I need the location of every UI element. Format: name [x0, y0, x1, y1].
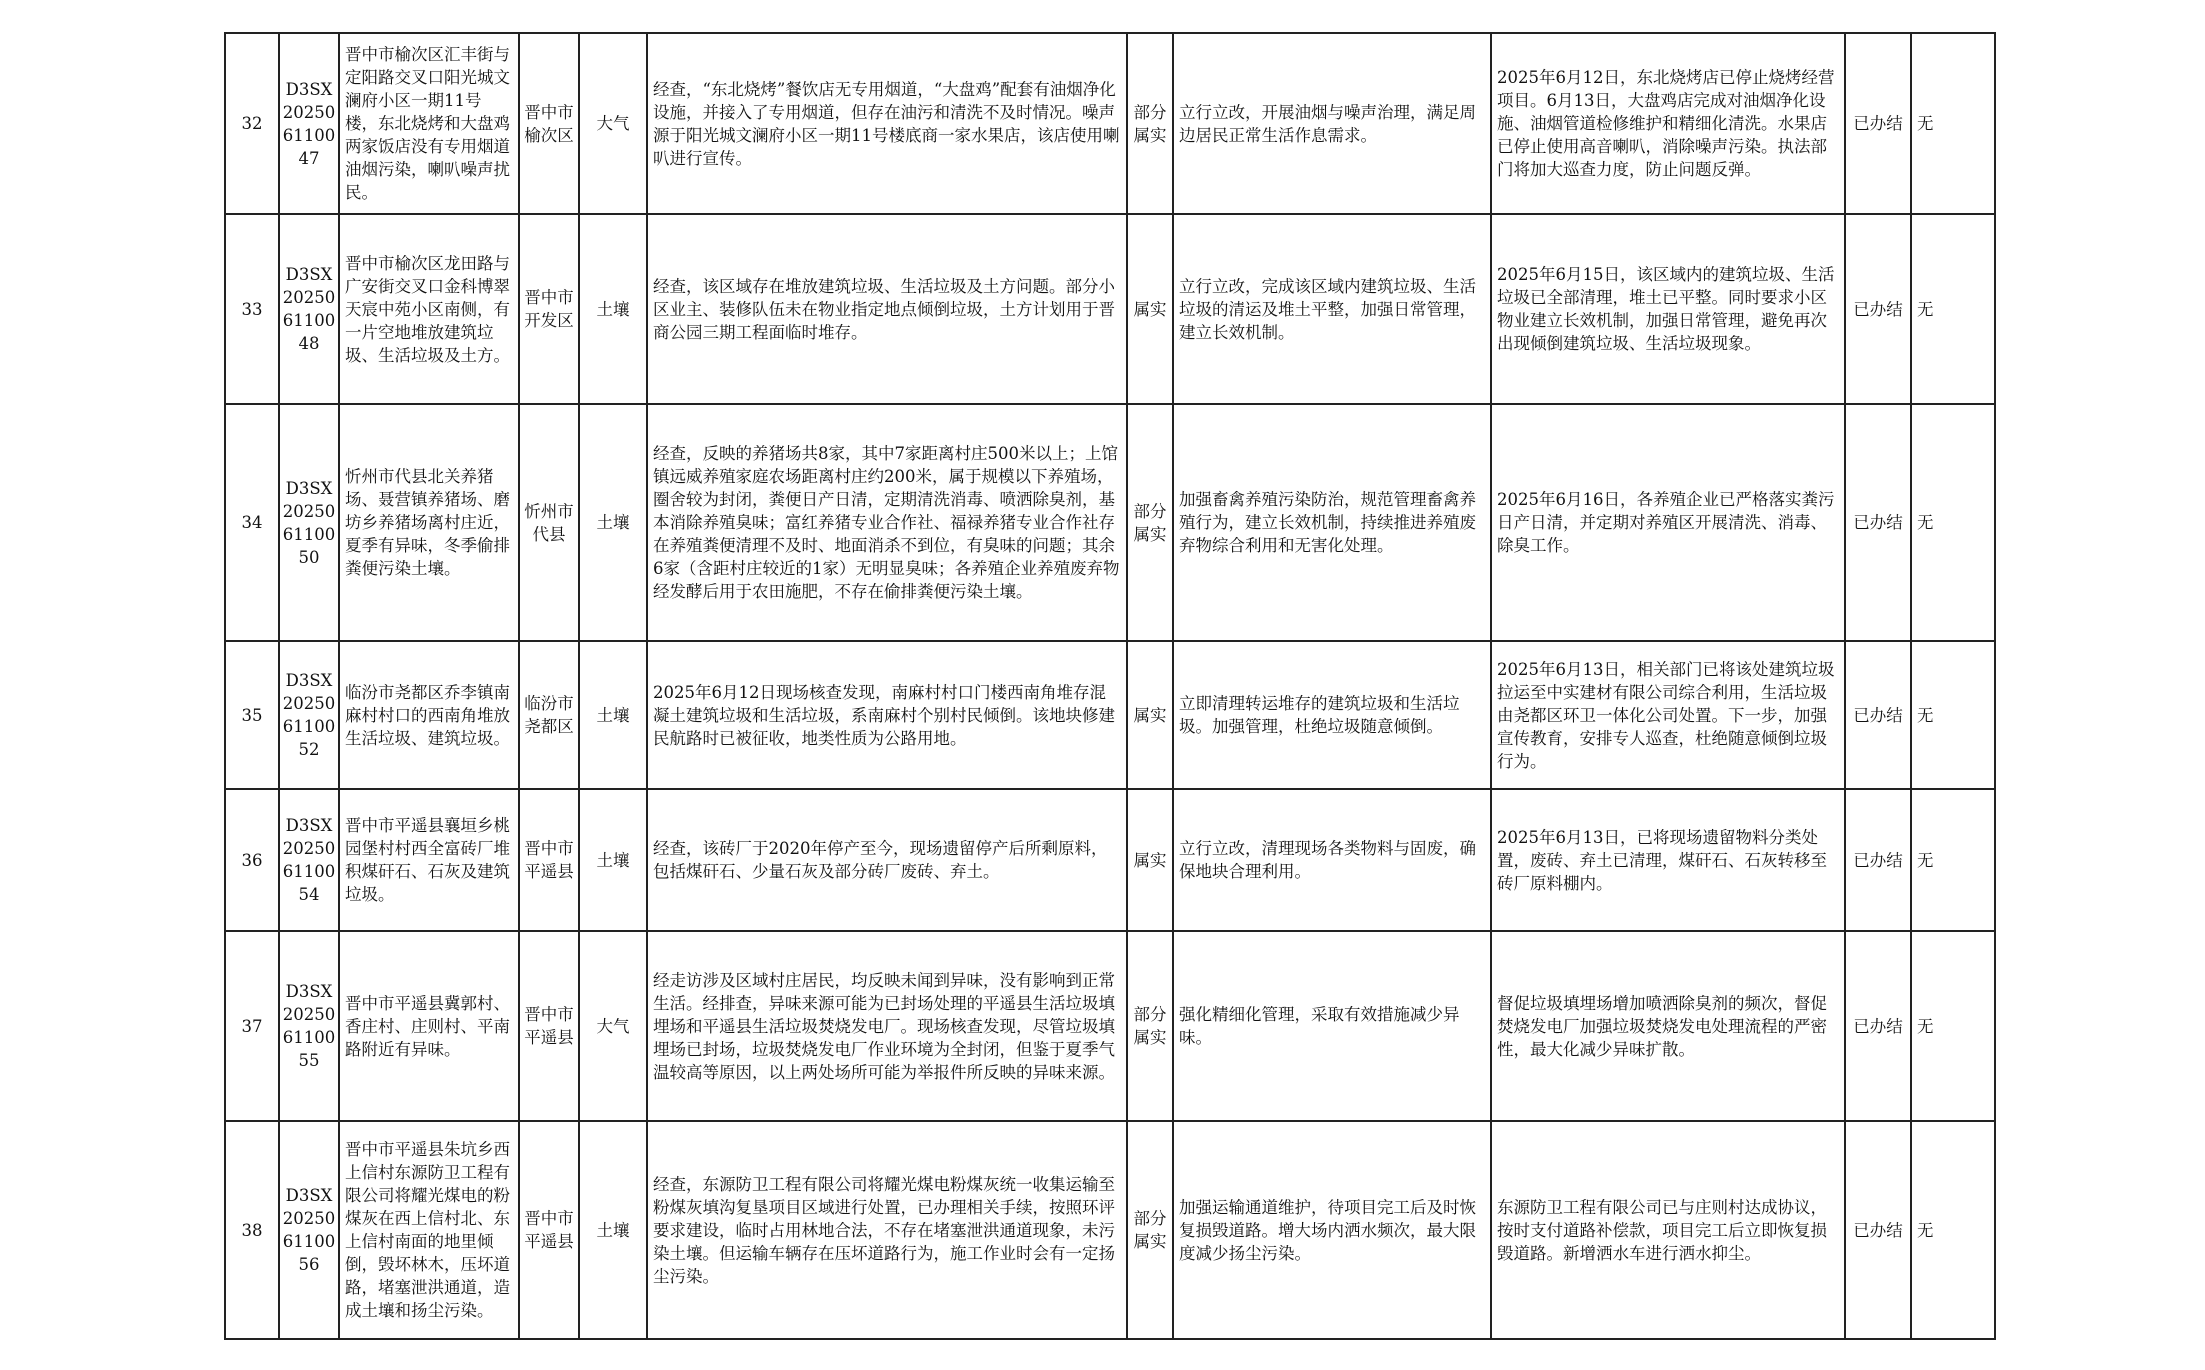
truth-cell: 部分属实: [1127, 931, 1173, 1121]
case-code: D3SX202506110056: [279, 1121, 339, 1339]
measure-cell: 立行立改，完成该区域内建筑垃圾、生活垃圾的清运及堆土平整，加强日常管理，建立长效机制。: [1173, 214, 1491, 404]
truth-cell: 部分属实: [1127, 33, 1173, 214]
verification-cell: 经查，东源防卫工程有限公司将耀光煤电粉煤灰统一收集运输至粉煤灰填沟复垦项目区域进行处置，已办理相关手续，按照环评要求建设，临时占用林地合法，不存在堵塞泄洪通道现象，未污染土壤。但运输车辆存在压坏道路行为，施工作业时会有一定扬尘污染。: [647, 1121, 1127, 1339]
accountability-cell: 无: [1911, 1121, 1995, 1339]
region-cell: 晋中市平遥县: [519, 1121, 579, 1339]
region-cell: 忻州市代县: [519, 404, 579, 641]
result-cell: 2025年6月13日，相关部门已将该处建筑垃圾拉运至中实建材有限公司综合利用，生活垃圾由尧都区环卫一体化公司处置。下一步，加强宣传教育，安排专人巡查，杜绝随意倾倒垃圾行为。: [1491, 641, 1845, 789]
issue-cell: 晋中市榆次区汇丰街与定阳路交叉口阳光城文澜府小区一期11号楼，东北烧烤和大盘鸡两家饭店没有专用烟道油烟污染，喇叭噪声扰民。: [339, 33, 519, 214]
table-row: [225, 641, 1995, 789]
accountability-cell: 无: [1911, 931, 1995, 1121]
issue-cell: 晋中市平遥县朱坑乡西上信村东源防卫工程有限公司将耀光煤电的粉煤灰在西上信村北、东上信村南面的地里倾倒，毁坏林木，压坏道路，堵塞泄洪通道，造成土壤和扬尘污染。: [339, 1121, 519, 1339]
row-number: 34: [225, 404, 279, 641]
complaint-table-sheet: [224, 32, 1994, 1340]
region-cell: 晋中市开发区: [519, 214, 579, 404]
result-cell: 2025年6月16日，各养殖企业已严格落实粪污日产日清，并定期对养殖区开展清洗、消毒、除臭工作。: [1491, 404, 1845, 641]
pollution-type-cell: 大气: [579, 33, 647, 214]
case-code: D3SX202506110052: [279, 641, 339, 789]
row-number: 35: [225, 641, 279, 789]
table-row: [225, 404, 1995, 641]
truth-cell: 属实: [1127, 789, 1173, 931]
verification-cell: 经走访涉及区域村庄居民，均反映未闻到异味，没有影响到正常生活。经排查，异味来源可能为已封场处理的平遥县生活垃圾填埋场和平遥县生活垃圾焚烧发电厂。现场核查发现，尽管垃圾填埋场已封场，垃圾焚烧发电厂作业环境为全封闭，但鉴于夏季气温较高等原因，以上两处场所可能为举报件所反映的异味来源。: [647, 931, 1127, 1121]
measure-cell: 加强畜禽养殖污染防治，规范管理畜禽养殖行为，建立长效机制，持续推进养殖废弃物综合利用和无害化处理。: [1173, 404, 1491, 641]
table-row: [225, 931, 1995, 1121]
table-row: [225, 33, 1995, 214]
measure-cell: 立即清理转运堆存的建筑垃圾和生活垃圾。加强管理，杜绝垃圾随意倾倒。: [1173, 641, 1491, 789]
truth-cell: 部分属实: [1127, 1121, 1173, 1339]
table-row: [225, 1121, 1995, 1339]
accountability-cell: 无: [1911, 33, 1995, 214]
truth-cell: 属实: [1127, 214, 1173, 404]
status-cell: 已办结: [1845, 404, 1911, 641]
status-cell: 已办结: [1845, 1121, 1911, 1339]
pollution-type-cell: 土壤: [579, 641, 647, 789]
case-code: D3SX202506110047: [279, 33, 339, 214]
status-cell: 已办结: [1845, 33, 1911, 214]
status-cell: 已办结: [1845, 931, 1911, 1121]
row-number: 33: [225, 214, 279, 404]
pollution-type-cell: 土壤: [579, 789, 647, 931]
result-cell: 2025年6月13日，已将现场遗留物料分类处置，废砖、弃土已清理，煤矸石、石灰转移至砖厂原料棚内。: [1491, 789, 1845, 931]
region-cell: 临汾市尧都区: [519, 641, 579, 789]
verification-cell: 经查，该砖厂于2020年停产至今，现场遗留停产后所剩原料，包括煤矸石、少量石灰及部分砖厂废砖、弃土。: [647, 789, 1127, 931]
issue-cell: 晋中市平遥县冀郭村、香庄村、庄则村、平南路附近有异味。: [339, 931, 519, 1121]
row-number: 36: [225, 789, 279, 931]
pollution-type-cell: 大气: [579, 931, 647, 1121]
result-cell: 东源防卫工程有限公司已与庄则村达成协议，按时支付道路补偿款，项目完工后立即恢复损毁道路。新增洒水车进行洒水抑尘。: [1491, 1121, 1845, 1339]
accountability-cell: 无: [1911, 641, 1995, 789]
complaint-table: [224, 32, 1996, 1340]
measure-cell: 立行立改，开展油烟与噪声治理，满足周边居民正常生活作息需求。: [1173, 33, 1491, 214]
result-cell: 2025年6月15日，该区域内的建筑垃圾、生活垃圾已全部清理，堆土已平整。同时要求小区物业建立长效机制，加强日常管理，避免再次出现倾倒建筑垃圾、生活垃圾现象。: [1491, 214, 1845, 404]
status-cell: 已办结: [1845, 214, 1911, 404]
issue-cell: 晋中市平遥县襄垣乡桃园堡村村西全富砖厂堆积煤矸石、石灰及建筑垃圾。: [339, 789, 519, 931]
row-number: 37: [225, 931, 279, 1121]
status-cell: 已办结: [1845, 789, 1911, 931]
accountability-cell: 无: [1911, 404, 1995, 641]
case-code: D3SX202506110054: [279, 789, 339, 931]
accountability-cell: 无: [1911, 789, 1995, 931]
truth-cell: 属实: [1127, 641, 1173, 789]
row-number: 38: [225, 1121, 279, 1339]
measure-cell: 加强运输通道维护，待项目完工后及时恢复损毁道路。增大场内洒水频次，最大限度减少扬尘污染。: [1173, 1121, 1491, 1339]
pollution-type-cell: 土壤: [579, 404, 647, 641]
verification-cell: 经查，“东北烧烤”餐饮店无专用烟道，“大盘鸡”配套有油烟净化设施，并接入了专用烟道，但存在油污和清洗不及时情况。噪声源于阳光城文澜府小区一期11号楼底商一家水果店，该店使用喇叭进行宣传。: [647, 33, 1127, 214]
region-cell: 晋中市平遥县: [519, 931, 579, 1121]
issue-cell: 晋中市榆次区龙田路与广安街交叉口金科博翠天宸中苑小区南侧，有一片空地堆放建筑垃圾、生活垃圾及土方。: [339, 214, 519, 404]
verification-cell: 经查，反映的养猪场共8家，其中7家距离村庄500米以上；上馆镇远威养殖家庭农场距离村庄约200米，属于规模以下养殖场，圈舍较为封闭，粪便日产日清，定期清洗消毒、喷洒除臭剂，基本消除养殖臭味；富红养猪专业合作社、福禄养猪专业合作社存在养殖粪便清理不及时、地面消杀不到位，有臭味的问题；其余6家（含距村庄较近的1家）无明显臭味；各养殖企业养殖废弃物经发酵后用于农田施肥，不存在偷排粪便污染土壤。: [647, 404, 1127, 641]
verification-cell: 2025年6月12日现场核查发现，南麻村村口门楼西南角堆存混凝土建筑垃圾和生活垃圾，系南麻村个别村民倾倒。该地块修建民航路时已被征收，地类性质为公路用地。: [647, 641, 1127, 789]
region-cell: 晋中市榆次区: [519, 33, 579, 214]
issue-cell: 忻州市代县北关养猪场、聂营镇养猪场、磨坊乡养猪场离村庄近，夏季有异味，冬季偷排粪便污染土壤。: [339, 404, 519, 641]
row-number: 32: [225, 33, 279, 214]
table-row: [225, 214, 1995, 404]
truth-cell: 部分属实: [1127, 404, 1173, 641]
case-code: D3SX202506110055: [279, 931, 339, 1121]
measure-cell: 立行立改，清理现场各类物料与固废，确保地块合理利用。: [1173, 789, 1491, 931]
result-cell: 督促垃圾填埋场增加喷洒除臭剂的频次，督促焚烧发电厂加强垃圾焚烧发电处理流程的严密性，最大化减少异味扩散。: [1491, 931, 1845, 1121]
measure-cell: 强化精细化管理，采取有效措施减少异味。: [1173, 931, 1491, 1121]
issue-cell: 临汾市尧都区乔李镇南麻村村口的西南角堆放生活垃圾、建筑垃圾。: [339, 641, 519, 789]
pollution-type-cell: 土壤: [579, 214, 647, 404]
case-code: D3SX202506110050: [279, 404, 339, 641]
status-cell: 已办结: [1845, 641, 1911, 789]
result-cell: 2025年6月12日，东北烧烤店已停止烧烤经营项目。6月13日，大盘鸡店完成对油烟净化设施、油烟管道检修维护和精细化清洗。水果店已停止使用高音喇叭，消除噪声污染。执法部门将加大巡查力度，防止问题反弹。: [1491, 33, 1845, 214]
region-cell: 晋中市平遥县: [519, 789, 579, 931]
verification-cell: 经查，该区域存在堆放建筑垃圾、生活垃圾及土方问题。部分小区业主、装修队伍未在物业指定地点倾倒垃圾，土方计划用于晋商公园三期工程面临时堆存。: [647, 214, 1127, 404]
pollution-type-cell: 土壤: [579, 1121, 647, 1339]
case-code: D3SX202506110048: [279, 214, 339, 404]
table-row: [225, 789, 1995, 931]
accountability-cell: 无: [1911, 214, 1995, 404]
